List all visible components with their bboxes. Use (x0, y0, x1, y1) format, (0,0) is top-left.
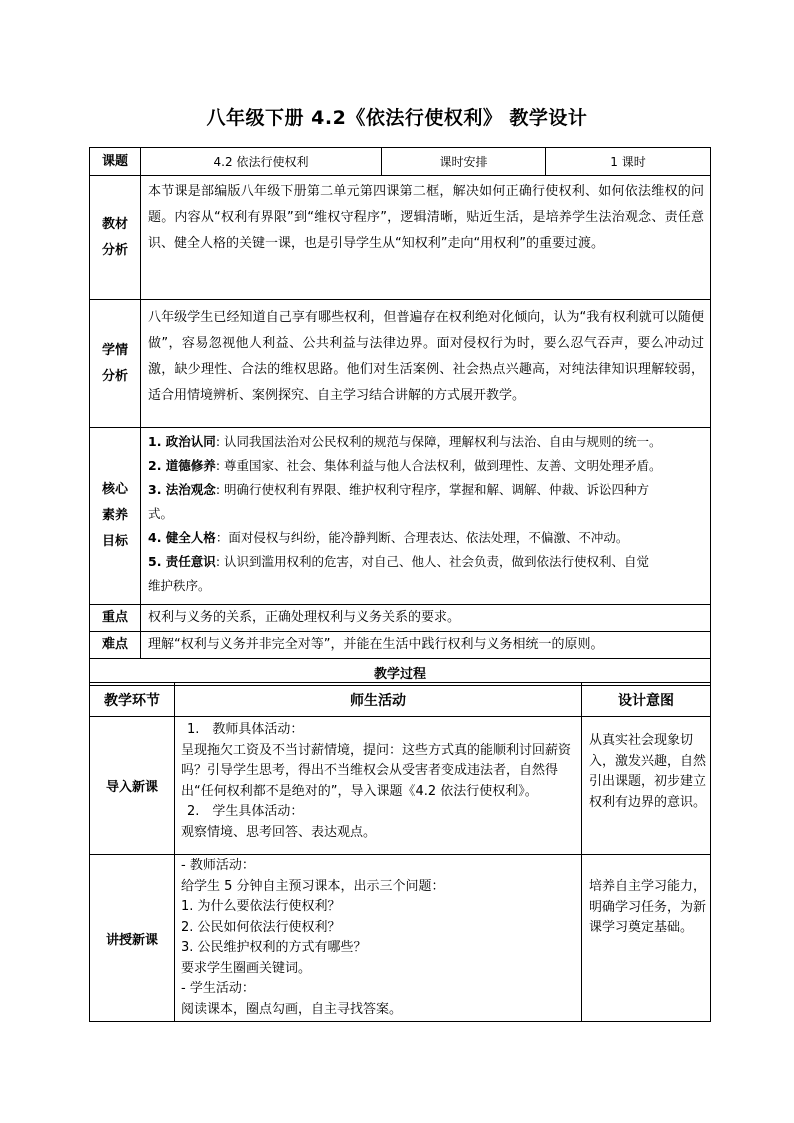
hours-value: 1 课时 (546, 148, 711, 176)
objective-item: 4. 健全人格：面对侵权与纠纷，能冷静判断、合理表达、依法处理，不偏激、不冲动。 (148, 530, 629, 545)
difficulty-row (90, 632, 711, 659)
page-title: 八年级下册 4.2《依法行使权利》 教学设计 (206, 107, 588, 129)
objectives-list (141, 428, 711, 605)
students-label-line1: 学情 (101, 342, 128, 358)
activity-line: 1. 教师具体活动： (187, 722, 304, 737)
objective-item-continuation: 式。 (148, 506, 174, 521)
material-row (90, 176, 711, 300)
key-point-row (90, 605, 711, 632)
activity-cell (175, 717, 582, 855)
stage-label: 导入新课 (90, 717, 175, 855)
activity-line: 观察情境、思考回答、表达观点。 (181, 824, 377, 840)
process-row-lecture (90, 855, 711, 1022)
col-header-activity: 师生活动 (175, 683, 582, 717)
material-label-line2: 分析 (101, 242, 128, 258)
objective-item: 1. 政治认同: 认同我国法治对公民权利的规范与保障，理解权利与法治、自由与规则的统一。 (148, 434, 662, 449)
key-point-label: 重点 (90, 605, 141, 632)
students-label (90, 300, 141, 428)
activity-line: 呈现拖欠工资及不当讨薪情境，提问：这些方式真的能顺利讨回薪资吗？引导学生思考，得出不当维权会从受害者变成违法者，自然得出“任何权利都不是绝对的”，导入课题《4.2 依法行使权利》。 (181, 742, 572, 799)
objective-item-continuation: 维护秩序。 (148, 578, 211, 593)
key-point-text: 权利与义务的关系，正确处理权利与义务关系的要求。 (141, 605, 711, 632)
objective-item: 3. 法治观念: 明确行使权利有界限、维护权利守程序，掌握和解、调解、仲裁、诉讼四种方 (148, 482, 649, 497)
activity-line: - 学生活动： (181, 981, 255, 996)
intent-cell: 培养自主学习能力，明确学习任务，为新课学习奠定基础。 (582, 855, 711, 1022)
activity-line: 1. 为什么要依法行使权利？ (181, 899, 341, 914)
material-text: 本节课是部编版八年级下册第二单元第四课第二框，解决如何正确行使权利、如何依法维权的问题。内容从“权利有界限”到“维权守程序”，逻辑清晰，贴近生活，是培养学生法治观念、责任意识、健全人格的关键一课，也是引导学生从“知权利”走向“用权利”的重要过渡。 (141, 176, 711, 300)
difficulty-text: 理解“权利与义务并非完全对等”，并能在生活中践行权利与义务相统一的原则。 (141, 632, 711, 659)
lesson-info-table (89, 147, 711, 686)
students-row (90, 300, 711, 428)
objectives-label (90, 428, 141, 605)
students-text: 八年级学生已经知道自己享有哪些权利，但普遍存在权利绝对化倾向，认为“我有权利就可以随便做”，容易忽视他人利益、公共利益与法律边界。面对侵权行为时，要么忍气吞声，要么冲动过激，缺少理性、合法的维权思路。他们对生活案例、社会热点兴趣高，对纯法律知识理解较弱，适合用情境辨析、案例探究、自主学习结合讲解的方式展开教学。 (141, 300, 711, 428)
objectives-label-line1: 核心 (101, 482, 128, 497)
topic-row (90, 148, 711, 176)
objectives-row (90, 428, 711, 605)
stage-label: 讲授新课 (90, 855, 175, 1022)
activity-line: - 教师活动： (181, 858, 255, 873)
topic-value: 4.2 依法行使权利 (141, 148, 382, 176)
process-title: 教学过程 (90, 659, 711, 686)
process-row-intro (90, 717, 711, 855)
objectives-label-line3: 目标 (101, 534, 128, 549)
difficulty-label: 难点 (90, 632, 141, 659)
objectives-label-line2: 素养 (101, 508, 128, 523)
material-label-line1: 教材 (101, 216, 128, 232)
col-header-stage: 教学环节 (90, 683, 175, 717)
activity-line: 给学生 5 分钟自主预习课本，出示三个问题： (181, 878, 445, 894)
col-header-intent: 设计意图 (582, 683, 711, 717)
objective-item: 5. 责任意识: 认识到滥用权利的危害，对自己、他人、社会负责，做到依法行使权利、自觉 (148, 554, 649, 569)
activity-line: 要求学生圈画关键词。 (181, 960, 312, 976)
intent-cell: 从真实社会现象切入，激发兴趣，自然引出课题，初步建立权利有边界的意识。 (582, 717, 711, 855)
activity-line: 2. 公民如何依法行使权利？ (181, 919, 341, 935)
material-label (90, 176, 141, 300)
topic-label: 课题 (90, 148, 141, 176)
activity-line: 阅读课本，圈点勾画，自主寻找答案。 (181, 1001, 403, 1017)
hours-label: 课时安排 (382, 148, 546, 176)
teaching-process-table (89, 682, 711, 1022)
activity-line: 2. 学生具体活动： (187, 804, 304, 819)
activity-cell (175, 855, 582, 1022)
process-header-row (90, 683, 711, 717)
activity-line: 3. 公民维护权利的方式有哪些？ (181, 940, 367, 955)
students-label-line2: 分析 (101, 368, 128, 384)
objective-item: 2. 道德修养: 尊重国家、社会、集体利益与他人合法权利，做到理性、友善、文明处理矛盾。 (148, 458, 662, 473)
